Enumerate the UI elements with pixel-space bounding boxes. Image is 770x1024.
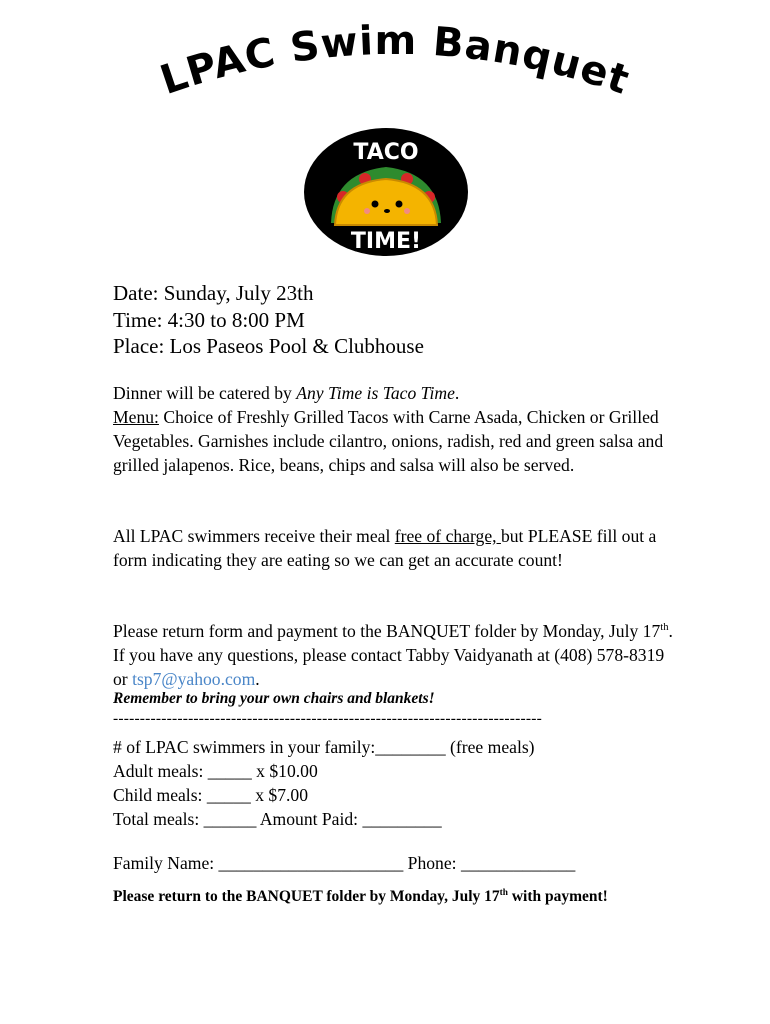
caterer-name: Any Time is Taco Time (296, 383, 455, 403)
final-suffix: with payment! (507, 888, 608, 905)
logo-line-2: TIME! (350, 229, 422, 254)
return-end: . (255, 669, 260, 689)
taco-time-logo (303, 127, 469, 257)
menu-label: Menu: (113, 407, 159, 427)
cut-line-divider: -------------------------------------------------------------------------------- (113, 710, 542, 727)
meal-form (113, 735, 673, 831)
child-meals-field: Child meals: _____ x $7.00 (113, 785, 308, 805)
total-meals-field: Total meals: ______ Amount Paid: _________ (113, 809, 442, 829)
dinner-prefix: Dinner will be catered by (113, 383, 297, 403)
swimmers-count-field: # of LPAC swimmers in your family:________ (free meals) (113, 737, 535, 757)
svg-text:LPAC Swim Banquet (155, 22, 636, 102)
final-reminder (113, 886, 633, 908)
return-sup: th (660, 622, 669, 634)
return-prefix: Please return form and payment to the BANQUET folder by Monday, July 17 (113, 621, 661, 641)
final-sup: th (499, 887, 508, 898)
adult-meals-field: Adult meals: _____ x $10.00 (113, 761, 318, 781)
event-time: Time: 4:30 to 8:00 PM (113, 307, 305, 332)
free-of-charge: free of charge, (394, 526, 501, 546)
remember-note: Remember to bring your own chairs and blankets! (113, 690, 435, 707)
banquet-title-text: LPAC Swim Banquet (154, 22, 636, 102)
swimmers-paragraph (113, 524, 673, 572)
banquet-title (150, 22, 640, 102)
final-prefix: Please return to the BANQUET folder by Monday, July 17 (113, 888, 500, 905)
event-details (113, 280, 673, 360)
swimmers-suffix: but PLEASE fill out a form indicating they are eating so we can get an accurate count! (113, 526, 657, 570)
return-paragraph (113, 619, 673, 691)
logo-line-1: TACO (353, 140, 419, 165)
event-date: Date: Sunday, July 23th (113, 281, 314, 305)
swimmers-prefix: All LPAC swimmers receive their meal (113, 526, 395, 546)
menu-text: Choice of Freshly Grilled Tacos with Carne Asada, Chicken or Grilled Vegetables. Garnishes include cilantro, onions, radish, red and green salsa and grilled jalapenos. Rice, beans, chips and salsa will also be served. (113, 407, 664, 475)
family-name-phone-field: Family Name: _____________________ Phone: _____________ (113, 853, 576, 873)
return-middle: . If you have any questions, please contact Tabby Vaidyanath at (408) 578-8319 or (113, 621, 673, 689)
contact-email-link[interactable]: tsp7@yahoo.com (132, 669, 256, 689)
event-place: Place: Los Paseos Pool & Clubhouse (113, 334, 424, 358)
dinner-paragraph (113, 381, 673, 477)
dinner-suffix: . (454, 383, 460, 403)
